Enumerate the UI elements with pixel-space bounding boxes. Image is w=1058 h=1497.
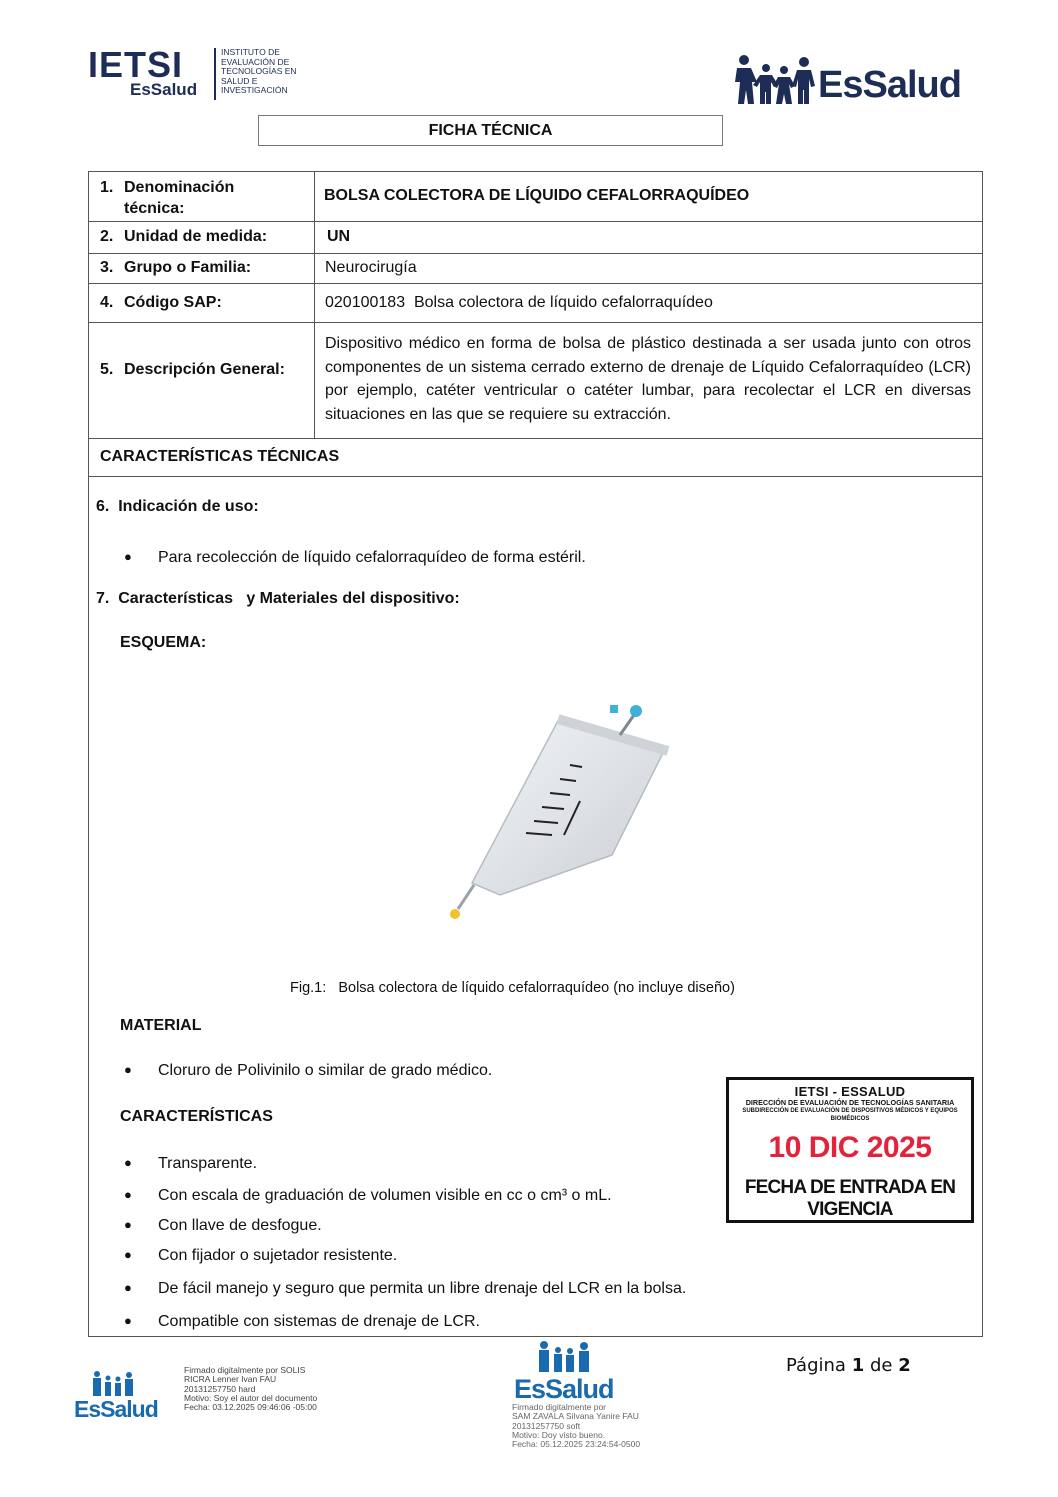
page-number (786, 1355, 911, 1376)
table-divider (88, 322, 983, 323)
row-number: 1. (100, 179, 114, 196)
digital-signature-1 (184, 1366, 317, 1412)
signature-line: Firmado digitalmente por SOLIS (184, 1365, 306, 1375)
document-title: FICHA TÉCNICA (258, 115, 723, 146)
list-item (124, 549, 586, 567)
stamp-line-1: DIRECCIÓN DE EVALUACIÓN DE TECNOLOGÍAS SANITARIA (745, 1098, 955, 1107)
page-current: 1 (851, 1355, 865, 1376)
section7-heading: 7. Características y Materiales del dispositivo: (96, 590, 460, 607)
signature-line: 20131257750 soft (512, 1420, 581, 1431)
page-total: 2 (898, 1355, 911, 1376)
signature-line: Motivo: Doy visto bueno. (512, 1429, 606, 1440)
row-number: 4. (100, 294, 114, 311)
table-divider (88, 283, 983, 284)
list-item (124, 1062, 492, 1080)
essalud-logo-text: EsSalud (818, 64, 961, 106)
signature-line: SAM ZAVALA Silvana Yanire FAU (512, 1411, 639, 1422)
table-divider (88, 253, 983, 254)
row-label-unidad (100, 228, 267, 246)
footer-left-logo-text: EsSalud (74, 1396, 158, 1422)
list-item-text: Con fijador o sujetador resistente. (158, 1247, 398, 1264)
table-divider (88, 221, 983, 222)
ietsi-logo (88, 46, 303, 104)
bullet-icon: ● (124, 549, 132, 564)
row-number: 3. (100, 259, 114, 276)
row-label-codigo (100, 294, 222, 312)
bullet-icon: ● (124, 1155, 132, 1170)
validity-stamp (726, 1077, 974, 1223)
row-value-grupo: Neurocirugía (325, 259, 417, 276)
bullet-icon: ● (124, 1280, 132, 1295)
table-divider (88, 438, 983, 439)
row-label-text: Denominación técnica: (124, 179, 235, 217)
page-separator: de (869, 1355, 893, 1376)
stamp-title: IETSI - ESSALUD (794, 1084, 906, 1099)
table-column-divider (314, 171, 315, 438)
row-label-grupo (100, 259, 251, 277)
row-number: 2. (100, 228, 114, 245)
list-item (124, 1217, 322, 1235)
bullet-icon: ● (124, 1217, 132, 1232)
row-label-text: Código SAP: (124, 294, 222, 311)
figure-caption: Fig.1: Bolsa colectora de líquido cefalorraquídeo (no incluye diseño) (290, 980, 735, 996)
section-header-caracteristicas: CARACTERÍSTICAS TÉCNICAS (100, 448, 340, 465)
ietsi-logo-description: INSTITUTO DE EVALUACIÓN DE TECNOLOGÍAS EN SALUD E INVESTIGACIÓN (221, 47, 297, 96)
signature-line: Fecha: 03.12.2025 09:46:06 -05:00 (184, 1402, 317, 1413)
row-label-descripcion (100, 361, 285, 379)
stamp-footer: FECHA DE ENTRADA EN VIGENCIA (744, 1177, 956, 1220)
schema-label: ESQUEMA: (120, 634, 207, 651)
ietsi-logo-subtext: EsSalud (130, 80, 198, 99)
ietsi-logo-text: IETSI (88, 44, 184, 85)
bullet-icon: ● (124, 1062, 132, 1077)
footer-center-logo-text: EsSalud (514, 1374, 614, 1404)
row-label-denominacion (100, 177, 300, 219)
list-item-text: Para recolección de líquido cefalorraquídeo de forma estéril. (158, 549, 586, 566)
list-item (124, 1280, 686, 1298)
table-divider (88, 476, 983, 477)
row-number: 5. (100, 361, 114, 378)
list-item-text: Con llave de desfogue. (158, 1217, 322, 1234)
list-item-text: Con escala de graduación de volumen visible en cc o cm³ o mL. (158, 1187, 612, 1204)
signature-line: 20131257750 hard (184, 1383, 256, 1394)
signature-line: Fecha: 05.12.2025 23:24:54-0500 (512, 1439, 641, 1450)
stamp-line-2: SUBDIRECCIÓN DE EVALUACIÓN DE DISPOSITIVOS MÉDICOS Y EQUIPOS BIOMÉDICOS (742, 1108, 958, 1122)
material-label: MATERIAL (120, 1017, 202, 1034)
list-item (124, 1247, 397, 1265)
bullet-icon: ● (124, 1247, 132, 1262)
row-label-text: Grupo o Familia: (124, 259, 252, 276)
row-value-descripcion: Dispositivo médico en forma de bolsa de plástico destinada a ser usada junto con otros componentes de un sistema cerrado externo de drenaje de Líquido Cefalorraquídeo (LCR) por ejemplo, catéter ventricular o catéter lumbar, para recolectar el LCR en diversas situaciones en las que se requiere su extracción. (325, 335, 971, 423)
essalud-logo (732, 50, 962, 110)
stamp-date: 10 DIC 2025 (768, 1131, 932, 1164)
family-icon (732, 54, 816, 106)
row-value-codigo: 020100183 Bolsa colectora de líquido cefalorraquídeo (325, 294, 713, 311)
list-item (124, 1313, 480, 1331)
features-label: CARACTERÍSTICAS (120, 1108, 273, 1125)
section6-heading: 6. Indicación de uso: (96, 498, 259, 515)
footer-family-icon (90, 1370, 136, 1398)
list-item (124, 1155, 257, 1173)
bullet-icon: ● (124, 1313, 132, 1328)
signature-line: Motivo: Soy el autor del documento (184, 1392, 318, 1403)
signature-line: Firmado digitalmente por (512, 1402, 607, 1412)
signature-line: RICRA Lenner Ivan FAU (184, 1374, 277, 1385)
list-item-text: Transparente. (158, 1155, 258, 1172)
footer-center-family-icon (536, 1340, 592, 1374)
row-label-text: Descripción General: (124, 361, 285, 378)
list-item (124, 1187, 612, 1205)
list-item-text: Cloruro de Polivinilo o similar de grado médico. (158, 1062, 493, 1079)
page-prefix: Página (786, 1355, 846, 1376)
row-value-denominacion: BOLSA COLECTORA DE LÍQUIDO CEFALORRAQUÍDEO (324, 187, 750, 204)
collection-bag-image (440, 695, 680, 925)
row-label-text: Unidad de medida: (124, 228, 268, 245)
bullet-icon: ● (124, 1187, 132, 1202)
list-item-text: Compatible con sistemas de drenaje de LCR. (158, 1313, 480, 1330)
list-item-text: De fácil manejo y seguro que permita un libre drenaje del LCR en la bolsa. (158, 1280, 687, 1297)
digital-signature-2 (512, 1403, 640, 1449)
row-value-unidad: UN (327, 228, 351, 245)
ietsi-logo-divider (214, 48, 216, 100)
